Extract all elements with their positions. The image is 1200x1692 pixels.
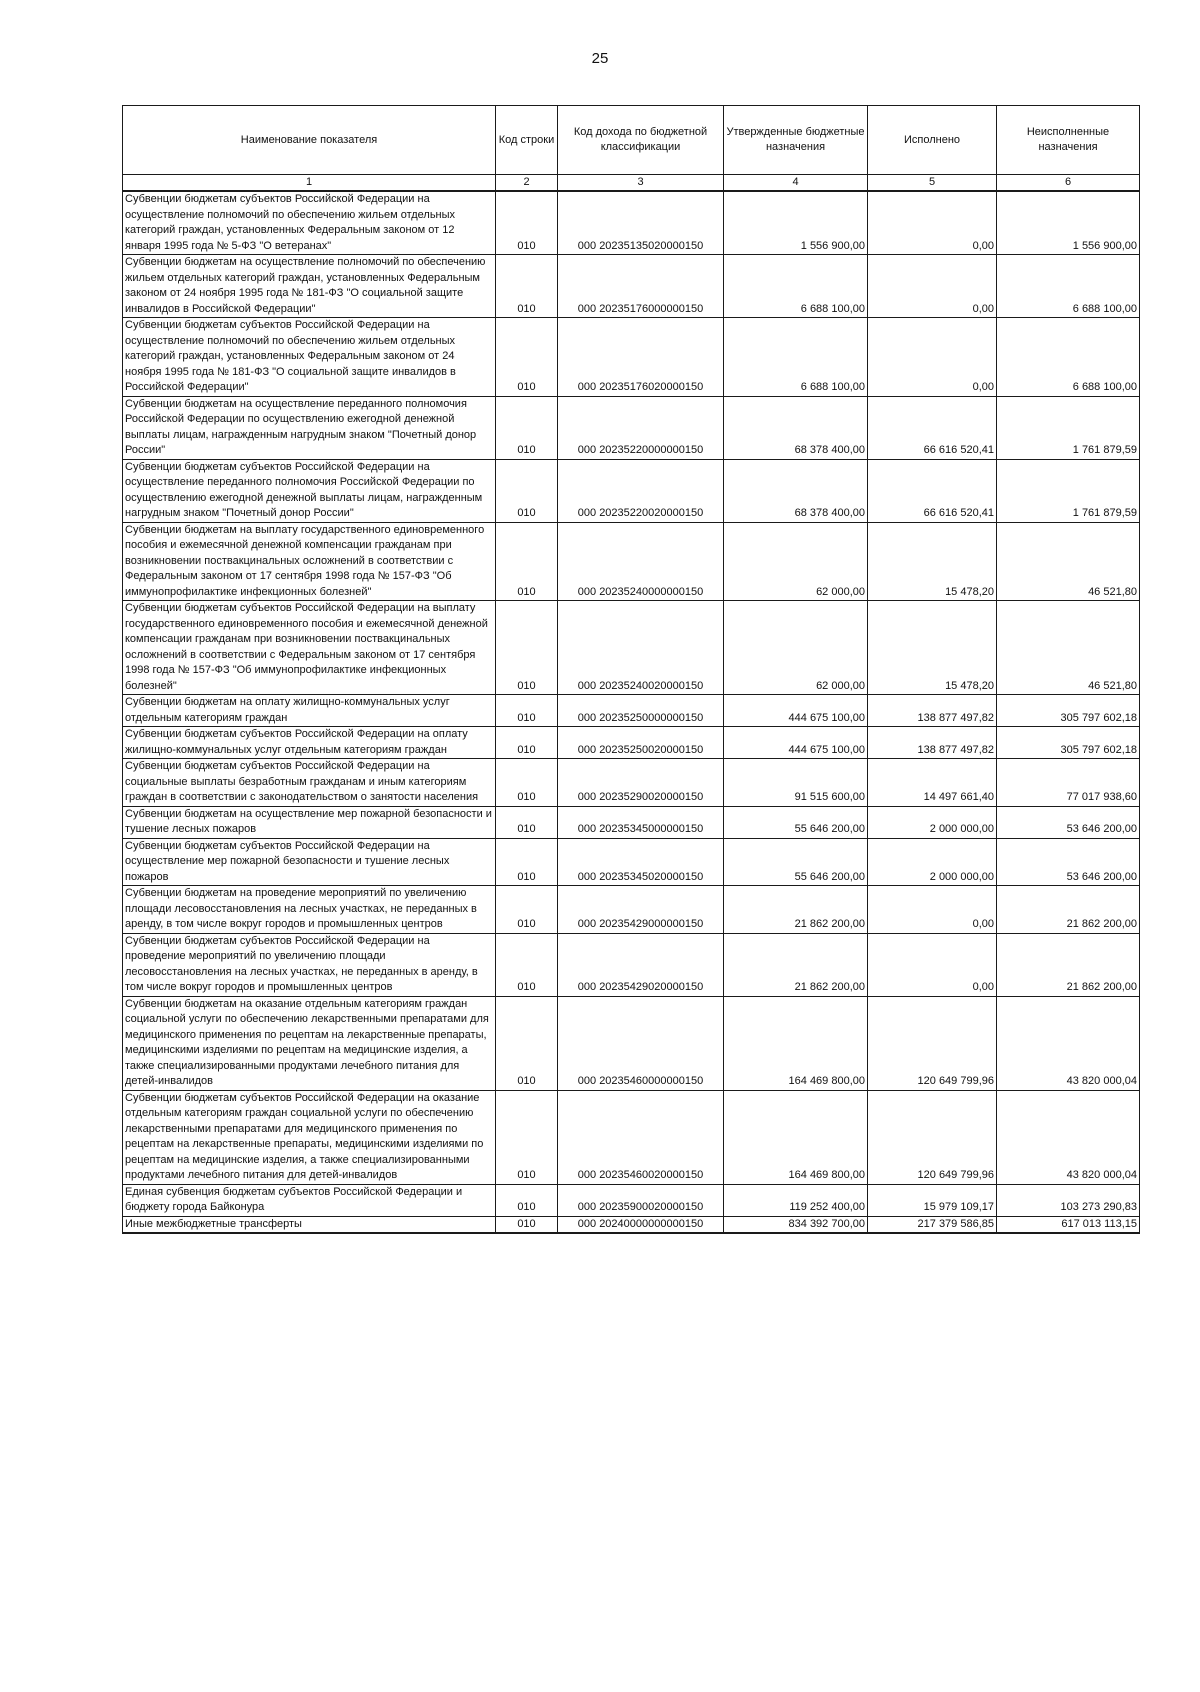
row-revenue-code: 000 20235900020000150 bbox=[558, 1184, 724, 1216]
row-executed-amount: 66 616 520,41 bbox=[868, 459, 997, 522]
row-approved-amount: 62 000,00 bbox=[724, 601, 868, 695]
table-row bbox=[123, 806, 1140, 838]
row-indicator-name: Субвенции бюджетам на осуществление мер пожарной безопасности и тушение лесных пожаров bbox=[123, 806, 496, 838]
row-unexecuted-amount: 46 521,80 bbox=[997, 601, 1140, 695]
row-line-code: 010 bbox=[496, 838, 558, 886]
table-row bbox=[123, 1216, 1140, 1233]
row-approved-amount: 55 646 200,00 bbox=[724, 806, 868, 838]
row-indicator-name: Субвенции бюджетам субъектов Российской Федерации на проведение мероприятий по увеличению площади лесовосстановления на лесных участках, не переданных в аренду, в том числе вокруг городов и промышленных центров bbox=[123, 933, 496, 996]
row-approved-amount: 21 862 200,00 bbox=[724, 886, 868, 934]
row-line-code: 010 bbox=[496, 727, 558, 759]
row-approved-amount: 164 469 800,00 bbox=[724, 996, 868, 1090]
row-indicator-name: Единая субвенция бюджетам субъектов Российской Федерации и бюджету города Байконура bbox=[123, 1184, 496, 1216]
row-approved-amount: 164 469 800,00 bbox=[724, 1090, 868, 1184]
budget-revenue-table bbox=[122, 105, 1140, 1234]
header-unexecuted: Неисполненные назначения bbox=[997, 106, 1140, 175]
header-indicator-name: Наименование показателя bbox=[123, 106, 496, 175]
row-revenue-code: 000 20235429000000150 bbox=[558, 886, 724, 934]
table-row bbox=[123, 695, 1140, 727]
header-executed: Исполнено bbox=[868, 106, 997, 175]
row-unexecuted-amount: 53 646 200,00 bbox=[997, 838, 1140, 886]
row-revenue-code: 000 20235176000000150 bbox=[558, 255, 724, 318]
table-row bbox=[123, 396, 1140, 459]
row-indicator-name: Субвенции бюджетам на выплату государственного единовременного пособия и ежемесячной денежной компенсации гражданам при возникновении поствакцинальных осложнений в соответствии с Федеральным законом от 17 сентября 1998 года № 157-ФЗ "Об иммунопрофилактике инфекционных болезней" bbox=[123, 522, 496, 601]
table-row bbox=[123, 191, 1140, 255]
page-number: 25 bbox=[591, 50, 609, 67]
row-unexecuted-amount: 305 797 602,18 bbox=[997, 727, 1140, 759]
table-row bbox=[123, 838, 1140, 886]
row-revenue-code: 000 20235176020000150 bbox=[558, 318, 724, 397]
row-line-code: 010 bbox=[496, 318, 558, 397]
row-revenue-code: 000 20235290020000150 bbox=[558, 759, 724, 807]
row-revenue-code: 000 20235220020000150 bbox=[558, 459, 724, 522]
row-indicator-name: Субвенции бюджетам на осуществление переданного полномочия Российской Федерации по осуществлению ежегодной денежной выплаты лицам, награжденным нагрудным знаком "Почетный донор России" bbox=[123, 396, 496, 459]
row-line-code: 010 bbox=[496, 1184, 558, 1216]
row-revenue-code: 000 20235250020000150 bbox=[558, 727, 724, 759]
row-revenue-code: 000 20235240020000150 bbox=[558, 601, 724, 695]
row-unexecuted-amount: 43 820 000,04 bbox=[997, 996, 1140, 1090]
row-approved-amount: 55 646 200,00 bbox=[724, 838, 868, 886]
row-indicator-name: Субвенции бюджетам субъектов Российской Федерации на оплату жилищно-коммунальных услуг отдельным категориям граждан bbox=[123, 727, 496, 759]
column-number: 5 bbox=[868, 175, 997, 192]
row-unexecuted-amount: 103 273 290,83 bbox=[997, 1184, 1140, 1216]
table-row bbox=[123, 886, 1140, 934]
column-number: 6 bbox=[997, 175, 1140, 192]
row-approved-amount: 444 675 100,00 bbox=[724, 695, 868, 727]
row-approved-amount: 1 556 900,00 bbox=[724, 191, 868, 255]
row-line-code: 010 bbox=[496, 933, 558, 996]
row-unexecuted-amount: 305 797 602,18 bbox=[997, 695, 1140, 727]
row-line-code: 010 bbox=[496, 1090, 558, 1184]
row-unexecuted-amount: 6 688 100,00 bbox=[997, 318, 1140, 397]
row-unexecuted-amount: 21 862 200,00 bbox=[997, 886, 1140, 934]
row-unexecuted-amount: 53 646 200,00 bbox=[997, 806, 1140, 838]
row-approved-amount: 444 675 100,00 bbox=[724, 727, 868, 759]
row-unexecuted-amount: 6 688 100,00 bbox=[997, 255, 1140, 318]
table-header-row bbox=[123, 106, 1140, 175]
row-executed-amount: 14 497 661,40 bbox=[868, 759, 997, 807]
row-indicator-name: Субвенции бюджетам субъектов Российской Федерации на оказание отдельным категориям граждан социальной услуги по обеспечению лекарственными препаратами для медицинского применения по рецептам на лекарственные препараты, медицинскими изделиями по рецептам на медицинские изделия, а также специализированными продуктами лечебного питания для детей-инвалидов bbox=[123, 1090, 496, 1184]
table-row bbox=[123, 318, 1140, 397]
row-executed-amount: 0,00 bbox=[868, 318, 997, 397]
table-row bbox=[123, 933, 1140, 996]
column-numbers-row bbox=[123, 175, 1140, 192]
row-executed-amount: 0,00 bbox=[868, 255, 997, 318]
table-row bbox=[123, 1090, 1140, 1184]
row-approved-amount: 91 515 600,00 bbox=[724, 759, 868, 807]
row-revenue-code: 000 20235240000000150 bbox=[558, 522, 724, 601]
column-number: 3 bbox=[558, 175, 724, 192]
row-line-code: 010 bbox=[496, 522, 558, 601]
row-revenue-code: 000 20235345020000150 bbox=[558, 838, 724, 886]
row-unexecuted-amount: 46 521,80 bbox=[997, 522, 1140, 601]
header-line-code: Код строки bbox=[496, 106, 558, 175]
row-executed-amount: 0,00 bbox=[868, 191, 997, 255]
table-row bbox=[123, 1184, 1140, 1216]
row-line-code: 010 bbox=[496, 191, 558, 255]
header-approved: Утвержденные бюджетные назначения bbox=[724, 106, 868, 175]
row-executed-amount: 15 478,20 bbox=[868, 601, 997, 695]
table-row bbox=[123, 601, 1140, 695]
row-executed-amount: 2 000 000,00 bbox=[868, 838, 997, 886]
row-line-code: 010 bbox=[496, 996, 558, 1090]
row-approved-amount: 21 862 200,00 bbox=[724, 933, 868, 996]
row-revenue-code: 000 20235220000000150 bbox=[558, 396, 724, 459]
row-indicator-name: Иные межбюджетные трансферты bbox=[123, 1216, 496, 1233]
row-unexecuted-amount: 617 013 113,15 bbox=[997, 1216, 1140, 1233]
row-executed-amount: 138 877 497,82 bbox=[868, 727, 997, 759]
row-line-code: 010 bbox=[496, 806, 558, 838]
row-executed-amount: 120 649 799,96 bbox=[868, 996, 997, 1090]
row-line-code: 010 bbox=[496, 459, 558, 522]
row-indicator-name: Субвенции бюджетам субъектов Российской Федерации на осуществление мер пожарной безопасности и тушение лесных пожаров bbox=[123, 838, 496, 886]
row-executed-amount: 66 616 520,41 bbox=[868, 396, 997, 459]
row-executed-amount: 15 979 109,17 bbox=[868, 1184, 997, 1216]
table-row bbox=[123, 727, 1140, 759]
row-executed-amount: 0,00 bbox=[868, 933, 997, 996]
row-indicator-name: Субвенции бюджетам на оплату жилищно-коммунальных услуг отдельным категориям граждан bbox=[123, 695, 496, 727]
row-executed-amount: 15 478,20 bbox=[868, 522, 997, 601]
row-executed-amount: 120 649 799,96 bbox=[868, 1090, 997, 1184]
row-line-code: 010 bbox=[496, 695, 558, 727]
row-line-code: 010 bbox=[496, 886, 558, 934]
row-executed-amount: 217 379 586,85 bbox=[868, 1216, 997, 1233]
row-line-code: 010 bbox=[496, 759, 558, 807]
row-line-code: 010 bbox=[496, 1216, 558, 1233]
row-unexecuted-amount: 43 820 000,04 bbox=[997, 1090, 1140, 1184]
row-line-code: 010 bbox=[496, 601, 558, 695]
table-row bbox=[123, 759, 1140, 807]
table-row bbox=[123, 255, 1140, 318]
row-revenue-code: 000 20235135020000150 bbox=[558, 191, 724, 255]
row-approved-amount: 68 378 400,00 bbox=[724, 459, 868, 522]
table-row bbox=[123, 522, 1140, 601]
row-unexecuted-amount: 1 761 879,59 bbox=[997, 459, 1140, 522]
row-line-code: 010 bbox=[496, 255, 558, 318]
row-revenue-code: 000 20235429020000150 bbox=[558, 933, 724, 996]
column-number: 4 bbox=[724, 175, 868, 192]
row-revenue-code: 000 20235460020000150 bbox=[558, 1090, 724, 1184]
row-approved-amount: 119 252 400,00 bbox=[724, 1184, 868, 1216]
row-indicator-name: Субвенции бюджетам субъектов Российской Федерации на социальные выплаты безработным гражданам и иным категориям граждан в соответствии с законодательством о занятости населения bbox=[123, 759, 496, 807]
row-indicator-name: Субвенции бюджетам на проведение мероприятий по увеличению площади лесовосстановления на лесных участках, не переданных в аренду, в том числе вокруг городов и промышленных центров bbox=[123, 886, 496, 934]
row-indicator-name: Субвенции бюджетам на осуществление полномочий по обеспечению жильем отдельных категорий граждан, установленных Федеральным законом от 24 ноября 1995 года № 181-ФЗ "О социальной защите инвалидов в Российской Федерации" bbox=[123, 255, 496, 318]
row-approved-amount: 62 000,00 bbox=[724, 522, 868, 601]
table-row bbox=[123, 996, 1140, 1090]
row-indicator-name: Субвенции бюджетам субъектов Российской Федерации на выплату государственного единовременного пособия и ежемесячной денежной компенсации гражданам при возникновении поствакцинальных осложнений в соответствии с Федеральным законом от 17 сентября 1998 года № 157-ФЗ "Об иммунопрофилактике инфекционных болезней" bbox=[123, 601, 496, 695]
row-executed-amount: 0,00 bbox=[868, 886, 997, 934]
row-indicator-name: Субвенции бюджетам субъектов Российской Федерации на осуществление полномочий по обеспечению жильем отдельных категорий граждан, установленных Федеральным законом от 24 ноября 1995 года № 181-ФЗ "О социальной защите инвалидов в Российской Федерации" bbox=[123, 318, 496, 397]
row-unexecuted-amount: 1 556 900,00 bbox=[997, 191, 1140, 255]
row-approved-amount: 6 688 100,00 bbox=[724, 255, 868, 318]
row-revenue-code: 000 20235250000000150 bbox=[558, 695, 724, 727]
row-unexecuted-amount: 77 017 938,60 bbox=[997, 759, 1140, 807]
row-revenue-code: 000 20240000000000150 bbox=[558, 1216, 724, 1233]
row-revenue-code: 000 20235345000000150 bbox=[558, 806, 724, 838]
row-approved-amount: 6 688 100,00 bbox=[724, 318, 868, 397]
row-line-code: 010 bbox=[496, 396, 558, 459]
row-unexecuted-amount: 1 761 879,59 bbox=[997, 396, 1140, 459]
row-indicator-name: Субвенции бюджетам субъектов Российской Федерации на осуществление переданного полномочия Российской Федерации по осуществлению ежегодной денежной выплаты лицам, награжденным нагрудным знаком "Почетный донор России" bbox=[123, 459, 496, 522]
column-number: 2 bbox=[496, 175, 558, 192]
column-number: 1 bbox=[123, 175, 496, 192]
row-revenue-code: 000 20235460000000150 bbox=[558, 996, 724, 1090]
row-executed-amount: 138 877 497,82 bbox=[868, 695, 997, 727]
row-executed-amount: 2 000 000,00 bbox=[868, 806, 997, 838]
row-approved-amount: 68 378 400,00 bbox=[724, 396, 868, 459]
row-indicator-name: Субвенции бюджетам субъектов Российской Федерации на осуществление полномочий по обеспечению жильем отдельных категорий граждан, установленных Федеральным законом от 12 января 1995 года № 5-ФЗ "О ветеранах" bbox=[123, 191, 496, 255]
row-indicator-name: Субвенции бюджетам на оказание отдельным категориям граждан социальной услуги по обеспечению лекарственными препаратами для медицинского применения по рецептам на лекарственные препараты, медицинскими изделиями по рецептам на медицинские изделия, а также специализированными продуктами лечебного питания для детей-инвалидов bbox=[123, 996, 496, 1090]
table-row bbox=[123, 459, 1140, 522]
header-revenue-code: Код дохода по бюджетной классификации bbox=[558, 106, 724, 175]
row-approved-amount: 834 392 700,00 bbox=[724, 1216, 868, 1233]
row-unexecuted-amount: 21 862 200,00 bbox=[997, 933, 1140, 996]
